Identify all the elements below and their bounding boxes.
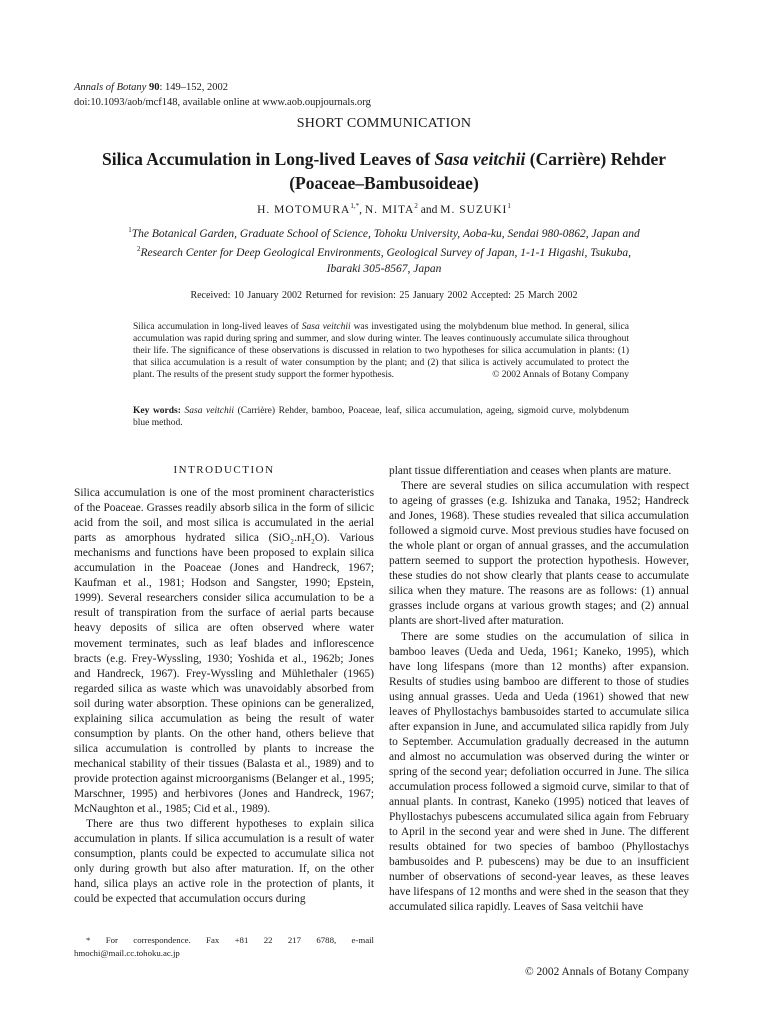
affiliation-2-sup: 2 bbox=[136, 245, 141, 254]
author-and: and bbox=[417, 203, 441, 216]
journal-name: Annals of Botany bbox=[74, 82, 147, 93]
journal-line bbox=[74, 80, 371, 95]
section-heading-introduction: INTRODUCTION bbox=[173, 464, 275, 476]
keywords-label: Key words: bbox=[133, 406, 181, 416]
abstract-text-2: was investigated using the molybdenum blue method. In general, silica accumulation was rapid during spring and summer, and slow during winter. The leaves continuously accumulate silica throughout their life. The significance of these observations is discussed in relation to two hypotheses for silica accumulation in plants: (1) that silica accumulation is a result of water consumption by the plant; and (2) that silica is actively accumulated to protect the plant. The results of the present study support the former hypothesis. bbox=[133, 322, 629, 380]
abstract-species: Sasa veitchii bbox=[301, 322, 351, 332]
affiliation-1-sup: 1 bbox=[128, 226, 132, 234]
article-type: SHORT COMMUNICATION bbox=[296, 116, 472, 131]
author-2: N. MITA bbox=[364, 203, 415, 216]
author-list bbox=[0, 202, 768, 216]
title-line2: (Poaceae–Bambusoideae) bbox=[289, 173, 479, 193]
intro-paragraph-1: Silica accumulation is one of the most prominent characteristics of the Poaceae. Grasses readily absorb silica in the form of silicic acid from the soil, and most silica is accumulated in the aerial parts as amorphous hydrated silica (SiO₂.nH₂O). Various mechanisms and functions have been proposed to explain silica accumulation in the Poaceae (Jones and Handreck, 1967; Kaufman et al., 1981; Hodson and Sangster, 1990; Epstein, 1999). Several researchers consider silica accumulation to be a result of transpiration from the surface of aerial parts because heavy deposits of silica are often observed where water movement terminates, such as leaf blades and inflorescence bracts (e.g. Frey-Wyssling, 1930; Yoshida et al., 1962b; Jones and Handreck, 1967). Frey-Wyssling and Mühlethaler (1965) regarded silica as waste which was unavoidably absorbed from soil during water absorption. These opinions can be generalized, explaining silica accumulation as being the result of water consumption by plants. On the other hand, others believe that silica accumulation is controlled by plants to increase the mechanical stability of their tissues (Balasta et al., 1989) and to provide protection against microorganisms (Belanger et al., 1995; Marschner, 1995) and herbivores (Jones and Handreck, 1967; McNaughton et al., 1985; Cid et al., 1989). bbox=[74, 487, 374, 816]
affiliations bbox=[74, 223, 694, 277]
journal-pages: : 149–152, 2002 bbox=[159, 82, 228, 93]
submission-dates: Received: 10 January 2002 Returned for revision: 25 January 2002 Accepted: 25 March 2002 bbox=[190, 290, 578, 301]
title-part2: (Carrière) Rehder bbox=[525, 149, 667, 169]
abstract bbox=[133, 321, 629, 381]
author-1-sup: 1,* bbox=[350, 202, 360, 210]
author-2-sup: 2 bbox=[414, 202, 418, 210]
author-separator: , bbox=[359, 203, 365, 216]
paper-title bbox=[60, 147, 708, 195]
abstract-text-1: Silica accumulation in long-lived leaves of bbox=[133, 322, 302, 332]
affiliation-2-text: Research Center for Deep Geological Environments, Geological Survey of Japan, 1-1-1 Higashi, Tsukuba, bbox=[140, 247, 632, 260]
affiliation-2-cont: Ibaraki 305-8567, Japan bbox=[326, 262, 442, 275]
affiliation-2 bbox=[74, 242, 694, 261]
journal-volume: 90 bbox=[148, 82, 160, 93]
intro-paragraph-4: There are several studies on silica accumulation with respect to ageing of grasses (e.g. Ishizuka and Tanaka, 1952; Handreck and Jones, 1968). These studies revealed that silica accumulation followed a sigmoid curve. Most previous studies have focused on the whole plant or organ of annual grasses, and the accumulation pattern seemed to support the protection hypothesis. However, these studies do not show clearly that plants cease to accumulate silica when they mature. The reasons are as follows: (1) annual grasses include organs at various growth stages; and (2) annual plants are short-lived after maturation. bbox=[389, 480, 689, 628]
abstract-copyright: © 2002 Annals of Botany Company bbox=[492, 370, 629, 380]
affiliation-1 bbox=[74, 223, 694, 242]
author-3-sup: 1 bbox=[507, 202, 511, 210]
title-species: Sasa veitchii bbox=[434, 149, 526, 169]
keywords bbox=[133, 405, 629, 429]
journal-citation bbox=[74, 80, 371, 110]
author-1: H. MOTOMURA bbox=[257, 203, 351, 216]
left-column bbox=[74, 463, 374, 907]
footer-copyright: © 2002 Annals of Botany Company bbox=[524, 966, 689, 978]
intro-paragraph-3: plant tissue differentiation and ceases when plants are mature. bbox=[389, 465, 672, 477]
affiliation-1-text: The Botanical Garden, Graduate School of Science, Tohoku University, Aoba-ku, Sendai 980-0862, Japan and bbox=[131, 227, 640, 240]
correspondence-footnote: * For correspondence. Fax +81 22 217 6788, e-mail hmochi@mail.cc.tohoku.ac.jp bbox=[74, 935, 374, 958]
keywords-species: Sasa veitchii bbox=[184, 406, 235, 416]
intro-paragraph-2: There are thus two different hypotheses to explain silica accumulation in plants. If silica accumulation is a result of water consumption, plants could be expected to accumulate silica not only during growth but also after maturation. If, on the other hand, silica plays an active role in the protection of plants, it could be expected that accumulation occurs during bbox=[74, 818, 374, 906]
author-3: M. SUZUKI bbox=[440, 203, 508, 216]
keywords-text: (Carrière) Rehder, bamboo, Poaceae, leaf, silica accumulation, ageing, sigmoid curve, molybdenum blue method. bbox=[133, 406, 629, 428]
title-part1: Silica Accumulation in Long-lived Leaves of bbox=[101, 149, 435, 169]
right-column bbox=[389, 464, 689, 915]
doi-line: doi:10.1093/aob/mcf148, available online at www.aob.oupjournals.org bbox=[74, 97, 371, 108]
intro-paragraph-5: There are some studies on the accumulation of silica in bamboo leaves (Ueda and Ueda, 1961; Kaneko, 1995), which have long lifespans (more than 12 months) after expansion. Results of studies using bamboo are different to those of studies using annual grasses. Ueda and Ueda (1961) showed that new leaves of Phyllostachys bambusoides started to accumulate silica after expansion in June, and accumulated silica rapidly from July to September. Accumulation gradually decreased in the autumn and almost no accumulation was observed during the winter or spring of the second year; defoliation occurred in June. The silica accumulation process followed a sigmoid curve, similar to that of annual plants. In contrast, Kaneko (1995) noticed that leaves of Phyllostachys pubescens accumulated silica again from February to April in the second year and were shed in June. The different results obtained for two species of bamboo (Phyllostachys bambusoides and P. pubescens) may be due to an insufficient number of observations of second-year leaves, as these leaves have lifespans of 12 months and were shed in the season that they accumulated silica rapidly. Leaves of Sasa veitchii have bbox=[389, 630, 689, 914]
